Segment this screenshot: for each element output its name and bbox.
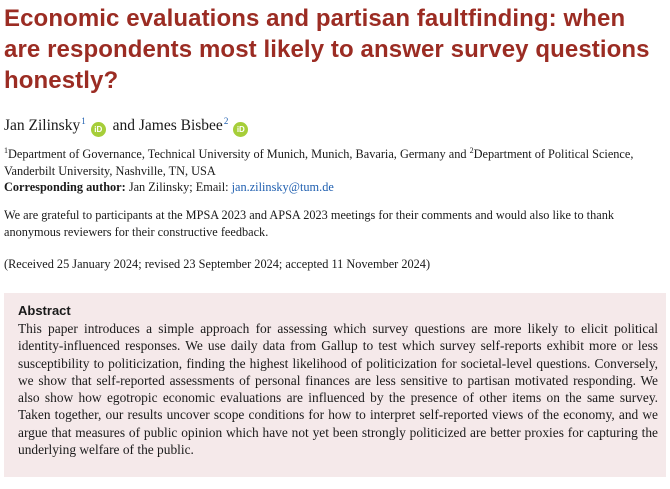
email-link[interactable]: jan.zilinsky@tum.de <box>231 180 334 194</box>
author-name[interactable]: Jan Zilinsky <box>4 117 81 134</box>
paper-title: Economic evaluations and partisan faultfinding: when are respondents most likely to answer survey questions honestly? <box>4 5 650 94</box>
abstract-heading: Abstract <box>18 303 71 318</box>
orcid-icon[interactable]: iD <box>233 122 248 137</box>
author-connector: and <box>112 117 135 134</box>
affiliations <box>4 143 654 196</box>
affiliation-number: 1 <box>4 146 8 155</box>
corresponding-label: Corresponding author: <box>4 180 126 194</box>
author-list <box>4 111 251 137</box>
orcid-icon[interactable]: iD <box>91 122 106 137</box>
affiliation-marker[interactable]: 2 <box>223 116 229 126</box>
affiliation-marker[interactable]: 1 <box>81 116 86 126</box>
affiliation-number: 2 <box>469 146 474 155</box>
abstract-text: This paper introduces a simple approach for assessing which survey questions are more likely to elicit political identity-influenced responses. We use daily data from Gallup to test which survey self-reports exhibit more or less susceptibility to politicization, finding the highest likelihood of politicization for societal-level questions. Conversely, we show that self-reported assessments of personal finances are less sensitive to partisan motivated responding. We also show how egotropic economic evaluations are influenced by the presence of other items on the same survey. Taken together, our results uncover scope conditions for how to interpret self-reported views of the economy, and we argue that measures of public opinion which have not yet been strongly politicized are better proxies for capturing the underlying welfare of the public. <box>18 321 658 458</box>
corresponding-text: Jan Zilinsky; Email: <box>128 180 229 194</box>
abstract-box <box>4 293 666 477</box>
affiliation-text: Department of Political Science, Vanderbilt University, Nashville, TN, USA <box>4 147 634 178</box>
affiliation-text: Department of Governance, Technical University of Munich, Munich, Bavaria, Germany and <box>8 147 467 161</box>
received-dates: (Received 25 January 2024; revised 23 September 2024; accepted 11 November 2024) <box>4 257 431 271</box>
acknowledgment: We are grateful to participants at the MPSA 2023 and APSA 2023 meetings for their comments and would also like to thank anonymous reviewers for their constructive feedback. <box>4 208 614 239</box>
author-name[interactable]: James Bisbee <box>138 117 223 134</box>
